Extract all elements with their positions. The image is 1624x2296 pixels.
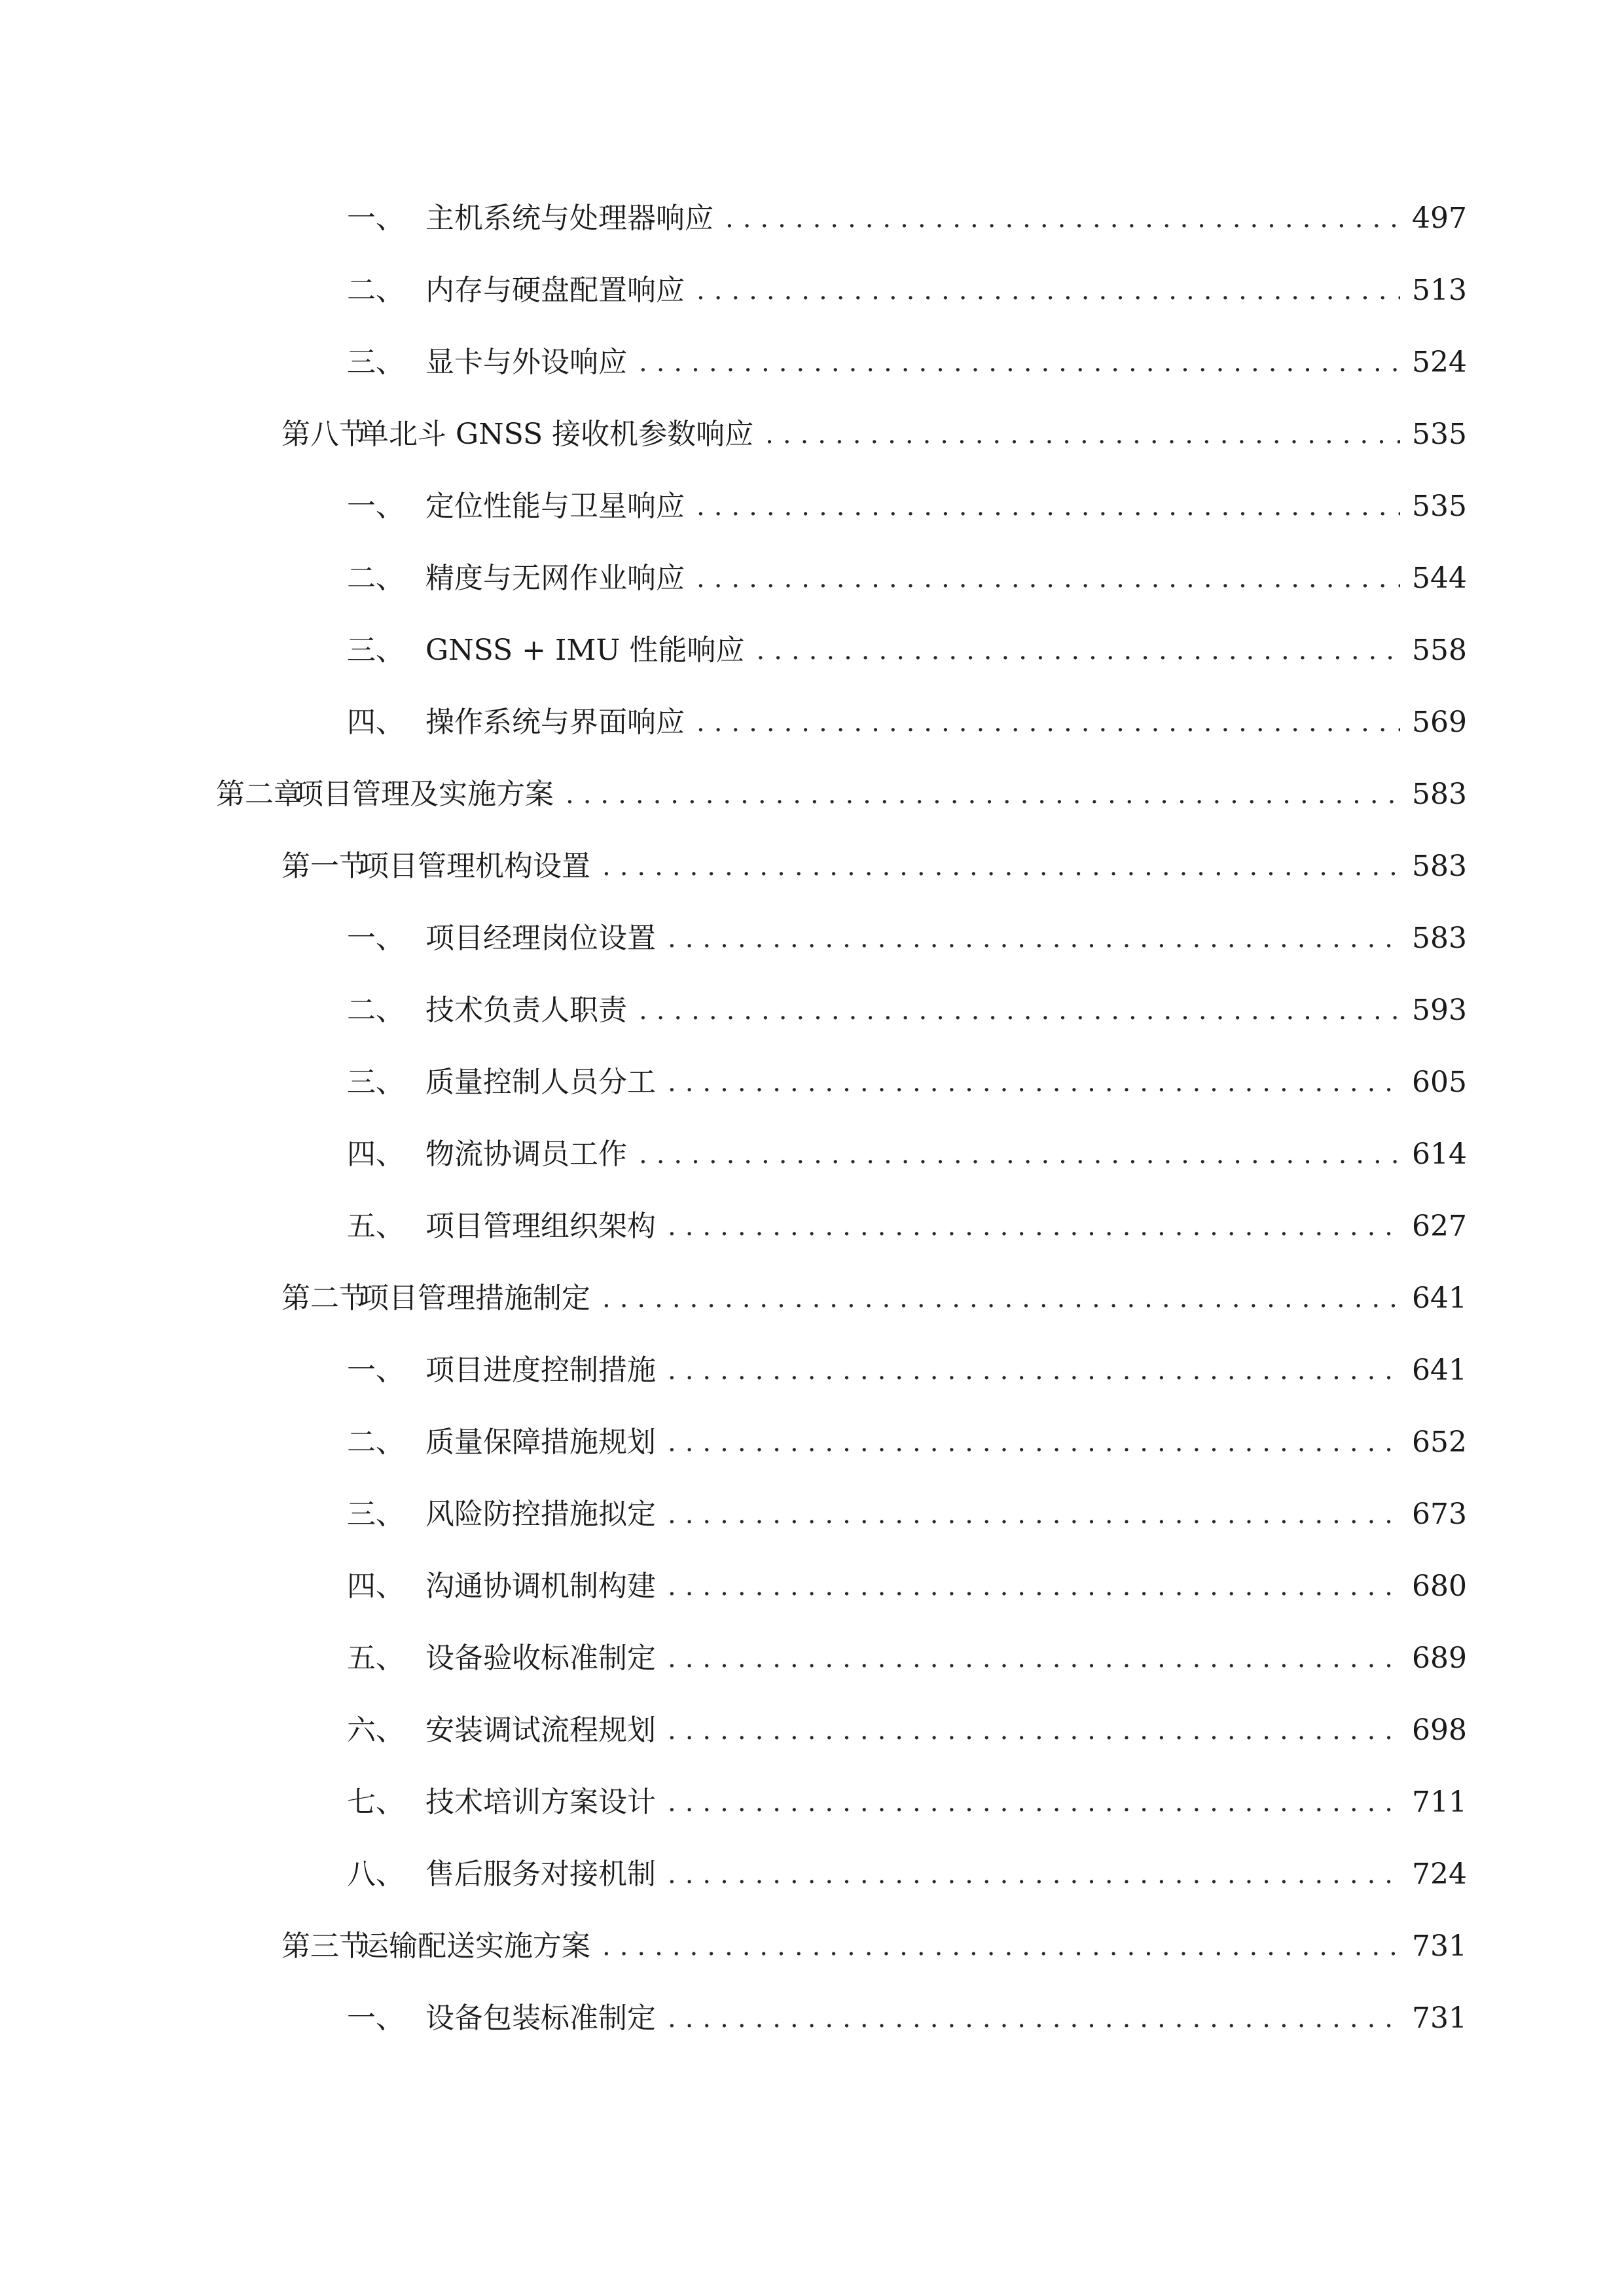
toc-entry[interactable]	[347, 1560, 1467, 1613]
toc-entry-number: 五、	[347, 1210, 405, 1243]
toc-entry[interactable]	[347, 1848, 1467, 1901]
toc-entry-title: 精度与无网作业响应	[425, 562, 685, 595]
toc-entry-page: 641	[1412, 1282, 1467, 1315]
toc-leader-dots	[696, 696, 1400, 749]
toc-leader-dots	[757, 624, 1400, 677]
toc-entry-title: GNSS + IMU 性能响应	[425, 634, 745, 667]
toc-entry-title: 设备包装标准制定	[425, 2001, 656, 2035]
toc-entry-number: 一、	[347, 490, 405, 523]
toc-entry-number: 四、	[347, 1138, 405, 1171]
toc-entry-page: 583	[1412, 850, 1467, 883]
toc-entry-number: 一、	[347, 202, 405, 235]
toc-entry[interactable]	[347, 1992, 1467, 2045]
toc-leader-dots	[668, 912, 1400, 965]
toc-entry-number: 三、	[347, 1498, 405, 1531]
toc-entry-page: 605	[1412, 1066, 1467, 1099]
toc-entry-title: 单北斗 GNSS 接收机参数响应	[360, 418, 754, 451]
toc-leader-dots	[668, 1704, 1400, 1757]
toc-leader-dots	[639, 984, 1400, 1037]
toc-leader-dots	[668, 1632, 1400, 1685]
toc-leader-dots	[602, 1272, 1400, 1325]
toc-leader-dots	[668, 1560, 1400, 1613]
toc-leader-dots	[696, 480, 1400, 533]
toc-entry-page: 524	[1412, 346, 1467, 379]
toc-leader-dots	[668, 1488, 1400, 1541]
toc-entry-number: 二、	[347, 274, 405, 307]
toc-leader-dots	[602, 840, 1400, 893]
toc-entry-page: 535	[1412, 490, 1467, 523]
toc-leader-dots	[668, 1848, 1400, 1901]
toc-entry-number: 一、	[347, 1354, 405, 1387]
toc-entry-number: 八、	[347, 1857, 405, 1891]
toc-entry-title: 安装调试流程规划	[425, 1713, 656, 1747]
toc-entry-title: 项目管理组织架构	[425, 1210, 656, 1243]
toc-entry-title: 定位性能与卫星响应	[425, 490, 685, 523]
toc-entry-title: 项目管理措施制定	[360, 1282, 590, 1315]
toc-leader-dots	[725, 192, 1400, 245]
toc-leader-dots	[566, 768, 1400, 821]
toc-entry[interactable]	[347, 1776, 1467, 1829]
toc-entry-number: 五、	[347, 1641, 405, 1675]
toc-entry-title: 显卡与外设响应	[425, 346, 627, 379]
toc-entry-page: 535	[1412, 418, 1467, 451]
toc-entry-title: 售后服务对接机制	[425, 1857, 656, 1891]
toc-entry[interactable]	[281, 1272, 1467, 1325]
toc-leader-dots	[668, 1776, 1400, 1829]
toc-leader-dots	[602, 1920, 1400, 1973]
toc-entry-title: 物流协调员工作	[425, 1138, 627, 1171]
toc-entry[interactable]	[347, 624, 1467, 677]
toc-entry-title: 项目管理机构设置	[360, 850, 590, 883]
toc-entry-title: 沟通协调机制构建	[425, 1570, 656, 1603]
toc-entry-page: 698	[1412, 1713, 1467, 1747]
toc-entry-page: 689	[1412, 1641, 1467, 1675]
toc-leader-dots	[765, 408, 1400, 461]
toc-entry[interactable]	[347, 552, 1467, 605]
toc-entry-page: 711	[1412, 1785, 1467, 1819]
toc-entry-title: 质量保障措施规划	[425, 1426, 656, 1459]
toc-leader-dots	[668, 1056, 1400, 1109]
toc-entry[interactable]	[347, 1128, 1467, 1181]
toc-entry-title: 项目经理岗位设置	[425, 922, 656, 955]
toc-entry-title: 项目管理及实施方案	[295, 778, 554, 811]
toc-leader-dots	[696, 552, 1400, 605]
toc-entry[interactable]	[347, 1416, 1467, 1469]
toc-entry-page: 641	[1412, 1354, 1467, 1387]
toc-entry[interactable]	[347, 912, 1467, 965]
toc-entry-title: 运输配送实施方案	[360, 1929, 590, 1963]
toc-entry[interactable]	[347, 336, 1467, 389]
toc-entry[interactable]	[347, 1056, 1467, 1109]
toc-entry-page: 652	[1412, 1426, 1467, 1459]
toc-entry-number: 二、	[347, 994, 405, 1027]
toc-leader-dots	[668, 1200, 1400, 1253]
toc-entry-number: 第二章	[216, 778, 302, 811]
toc-leader-dots	[696, 264, 1400, 317]
toc-entry-number: 六、	[347, 1713, 405, 1747]
toc-entry-title: 技术培训方案设计	[425, 1785, 656, 1819]
toc-entry-number: 四、	[347, 1570, 405, 1603]
toc-entry[interactable]	[216, 768, 1467, 821]
toc-entry-number: 第一节	[281, 850, 368, 883]
toc-entry-number: 第三节	[281, 1929, 368, 1963]
toc-entry-page: 731	[1412, 2001, 1467, 2035]
toc-entry-number: 二、	[347, 562, 405, 595]
toc-entry-title: 项目进度控制措施	[425, 1354, 656, 1387]
toc-entry-page: 558	[1412, 634, 1467, 667]
toc-entry-number: 第二节	[281, 1282, 368, 1315]
toc-entry-number: 二、	[347, 1426, 405, 1459]
toc-entry-page: 569	[1412, 706, 1467, 739]
toc-entry[interactable]	[347, 984, 1467, 1037]
toc-leader-dots	[668, 1992, 1400, 2045]
toc-entry-number: 第八节	[281, 418, 368, 451]
toc-entry-page: 583	[1412, 922, 1467, 955]
toc-leader-dots	[668, 1344, 1400, 1397]
toc-entry-page: 614	[1412, 1138, 1467, 1171]
toc-leader-dots	[639, 336, 1400, 389]
toc-entry-number: 七、	[347, 1785, 405, 1819]
toc-entry-page: 724	[1412, 1857, 1467, 1891]
toc-entry-title: 主机系统与处理器响应	[425, 202, 713, 235]
toc-entry-number: 四、	[347, 706, 405, 739]
toc-entry-title: 操作系统与界面响应	[425, 706, 685, 739]
toc-entry[interactable]	[281, 1920, 1467, 1973]
toc-leader-dots	[668, 1416, 1400, 1469]
toc-entry[interactable]	[347, 1488, 1467, 1541]
toc-entry-number: 三、	[347, 346, 405, 379]
toc-entry[interactable]	[347, 1344, 1467, 1397]
toc-entry-page: 583	[1412, 778, 1467, 811]
toc-entry-number: 三、	[347, 1066, 405, 1099]
toc-entry-title: 内存与硬盘配置响应	[425, 274, 685, 307]
toc-entry-page: 673	[1412, 1498, 1467, 1531]
toc-entry-page: 627	[1412, 1210, 1467, 1243]
toc-entry-page: 593	[1412, 994, 1467, 1027]
toc-entry-page: 680	[1412, 1570, 1467, 1603]
toc-entry[interactable]	[281, 408, 1467, 461]
toc-entry-number: 三、	[347, 634, 405, 667]
toc-entry-title: 质量控制人员分工	[425, 1066, 656, 1099]
toc-entry-number: 一、	[347, 2001, 405, 2035]
toc-entry-title: 风险防控措施拟定	[425, 1498, 656, 1531]
toc-entry-number: 一、	[347, 922, 405, 955]
toc-leader-dots	[639, 1128, 1400, 1181]
toc-entry-page: 497	[1412, 202, 1467, 235]
toc-entry[interactable]	[347, 264, 1467, 317]
toc-entry[interactable]	[281, 840, 1467, 893]
toc-entry-title: 设备验收标准制定	[425, 1641, 656, 1675]
toc-entry-title: 技术负责人职责	[425, 994, 627, 1027]
toc-entry[interactable]	[347, 1200, 1467, 1253]
toc-entry[interactable]	[347, 696, 1467, 749]
toc-entry-page: 544	[1412, 562, 1467, 595]
toc-entry-page: 513	[1412, 274, 1467, 307]
toc-entry[interactable]	[347, 1704, 1467, 1757]
toc-entry[interactable]	[347, 1632, 1467, 1685]
toc-entry[interactable]	[347, 480, 1467, 533]
toc-entry-page: 731	[1412, 1929, 1467, 1963]
toc-entry[interactable]	[347, 192, 1467, 245]
